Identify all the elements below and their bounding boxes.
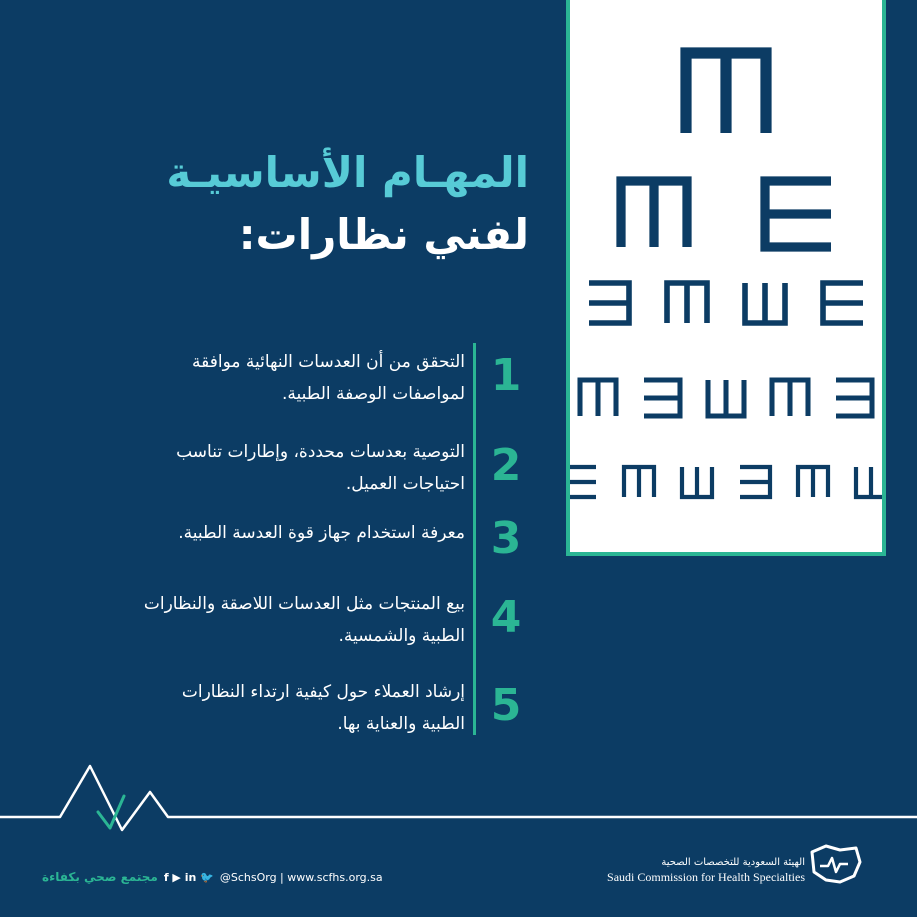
chart-letter-3	[836, 380, 872, 416]
task-number-1: 1	[490, 350, 522, 401]
chart-letter-e	[765, 181, 831, 247]
task-text-5	[95, 676, 465, 740]
task-text-3	[95, 517, 465, 549]
task-number-3: 3	[490, 513, 522, 564]
task-line: التوصية بعدسات محددة، وإطارات تناسب	[176, 442, 465, 462]
chart-letter-m	[667, 283, 707, 323]
chart-letter-3	[589, 283, 629, 323]
task-line: التحقق من أن العدسات النهائية موافقة	[192, 352, 465, 372]
chart-letter-m	[621, 181, 687, 247]
chart-letter-m	[624, 467, 654, 497]
scfhs-logo-icon	[806, 842, 864, 886]
chart-letter-e	[570, 467, 596, 497]
chart-letter-m	[580, 380, 616, 416]
eye-chart	[570, 0, 882, 552]
org-name-arabic: الهيئة السعودية للتخصصات الصحية	[661, 857, 805, 868]
task-line: الطبية والشمسية.	[338, 626, 465, 646]
chart-letter-m	[686, 53, 766, 133]
title-sub: لفني نظارات:	[238, 210, 529, 259]
chart-letter-3	[644, 380, 680, 416]
chart-letter-w	[745, 283, 785, 323]
task-number-5: 5	[490, 680, 522, 731]
eye-chart-card	[566, 0, 886, 556]
task-number-4: 4	[490, 592, 522, 643]
chart-letter-3	[740, 467, 770, 497]
task-line: معرفة استخدام جهاز قوة العدسة الطبية.	[178, 523, 465, 543]
task-line: إرشاد العملاء حول كيفية ارتداء النظارات	[181, 682, 465, 702]
org-name-english: Saudi Commission for Health Specialties	[607, 870, 805, 884]
task-line: الطبية والعناية بها.	[337, 714, 465, 734]
chart-letter-m	[772, 380, 808, 416]
task-text-2	[95, 436, 465, 500]
chart-letter-w	[708, 380, 744, 416]
task-number-2: 2	[490, 440, 522, 491]
task-line: احتياجات العميل.	[345, 474, 465, 494]
footer-contact	[42, 870, 383, 884]
tasks-divider	[473, 343, 476, 735]
heartbeat-wave	[0, 766, 917, 830]
chart-letter-w	[856, 467, 882, 497]
task-line: لمواصفات الوصفة الطبية.	[282, 384, 465, 404]
handle-website[interactable]: @SchsOrg | www.scfhs.org.sa	[219, 870, 383, 884]
task-text-4	[95, 588, 465, 652]
slogan: مجتمع صحي بكفاءة	[42, 870, 158, 884]
social-icons[interactable]: f ▶ in 🐦	[163, 870, 214, 884]
task-line: بيع المنتجات مثل العدسات اللاصقة والنظارات	[143, 594, 465, 614]
chart-letter-m	[798, 467, 828, 497]
heartbeat-line	[0, 760, 917, 840]
chart-letter-w	[682, 467, 712, 497]
chart-letter-e	[823, 283, 863, 323]
org-logo-text	[607, 857, 805, 885]
checkmark-icon	[98, 796, 124, 828]
task-text-1	[95, 346, 465, 410]
title-main: المهـام الأساسيـة	[166, 148, 529, 197]
